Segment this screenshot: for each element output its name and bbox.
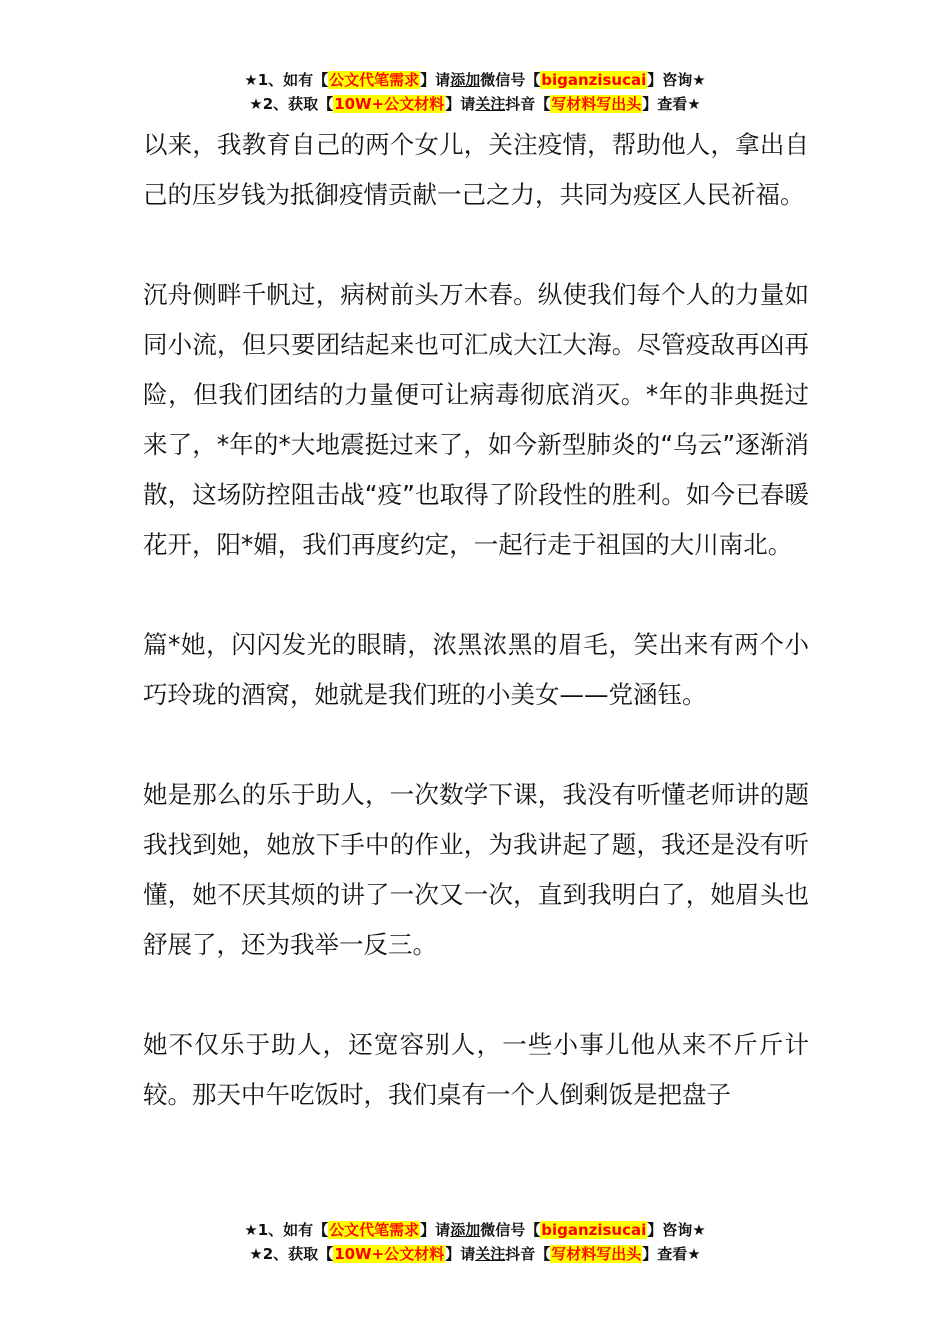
highlight-service: 公文代笔需求 bbox=[329, 71, 420, 89]
banner-text: 】请 bbox=[420, 71, 451, 89]
banner-line-1 bbox=[0, 68, 950, 92]
banner-text: 微信号【 bbox=[480, 71, 541, 89]
banner-text: ★1、如有【 bbox=[244, 71, 329, 89]
banner-text: 抖音【 bbox=[505, 1245, 551, 1263]
banner-text: 】请 bbox=[420, 1221, 451, 1239]
paragraph: 她是那么的乐于助人，一次数学下课，我没有听懂老师讲的题我找到她，她放下手中的作业，为我讲起了题，我还是没有听懂，她不厌其烦的讲了一次又一次，直到我明白了，她眉头也舒展了，还为我举一反三。 bbox=[143, 780, 809, 959]
header-banner bbox=[0, 68, 950, 116]
banner-text: 】请 bbox=[445, 1245, 476, 1263]
banner-text: ★2、获取【 bbox=[249, 95, 334, 113]
banner-text: 】查看★ bbox=[642, 1245, 701, 1263]
banner-line-1 bbox=[0, 1218, 950, 1242]
banner-text: 】请 bbox=[445, 95, 476, 113]
banner-underlined-text: 添加 bbox=[450, 71, 481, 89]
banner-line-2 bbox=[0, 1242, 950, 1266]
banner-text: 】查看★ bbox=[642, 95, 701, 113]
highlight-wechat-id: biganzisucai bbox=[541, 1221, 647, 1239]
paragraph: 篇*她，闪闪发光的眼睛，浓黑浓黑的眉毛，笑出来有两个小巧玲珑的酒窝，她就是我们班的小美女——党涵钰。 bbox=[143, 630, 809, 709]
highlight-service: 公文代笔需求 bbox=[329, 1221, 420, 1239]
highlight-materials: 10W+公文材料 bbox=[334, 1245, 445, 1263]
paragraph: 以来，我教育自己的两个女儿，关注疫情，帮助他人，拿出自己的压岁钱为抵御疫情贡献一己之力，共同为疫区人民祈福。 bbox=[143, 130, 809, 209]
highlight-wechat-id: biganzisucai bbox=[541, 71, 647, 89]
banner-text: 微信号【 bbox=[480, 1221, 541, 1239]
highlight-douyin-account: 写材料写出头 bbox=[551, 95, 642, 113]
banner-text: 】咨询★ bbox=[647, 1221, 706, 1239]
paragraph: 她不仅乐于助人，还宽容别人，一些小事儿他从来不斤斤计较。那天中午吃饭时，我们桌有一个人倒剩饭是把盘子 bbox=[143, 1030, 809, 1109]
footer-banner bbox=[0, 1218, 950, 1266]
banner-line-2 bbox=[0, 92, 950, 116]
banner-underlined-text: 关注 bbox=[475, 1245, 506, 1263]
banner-text: ★2、获取【 bbox=[249, 1245, 334, 1263]
banner-underlined-text: 添加 bbox=[450, 1221, 481, 1239]
highlight-douyin-account: 写材料写出头 bbox=[551, 1245, 642, 1263]
banner-underlined-text: 关注 bbox=[475, 95, 506, 113]
banner-text: 】咨询★ bbox=[647, 71, 706, 89]
banner-text: ★1、如有【 bbox=[244, 1221, 329, 1239]
document-body bbox=[143, 120, 809, 1120]
paragraph: 沉舟侧畔千帆过，病树前头万木春。纵使我们每个人的力量如同小流，但只要团结起来也可汇成大江大海。尽管疫敌再凶再险，但我们团结的力量便可让病毒彻底消灭。*年的非典挺过来了，*年的*大地震挺过来了，如今新型肺炎的“乌云”逐渐消散，这场防控阻击战“疫”也取得了阶段性的胜利。如今已春暖花开，阳*媚，我们再度约定，一起行走于祖国的大川南北。 bbox=[143, 280, 809, 559]
highlight-materials: 10W+公文材料 bbox=[334, 95, 445, 113]
banner-text: 抖音【 bbox=[505, 95, 551, 113]
